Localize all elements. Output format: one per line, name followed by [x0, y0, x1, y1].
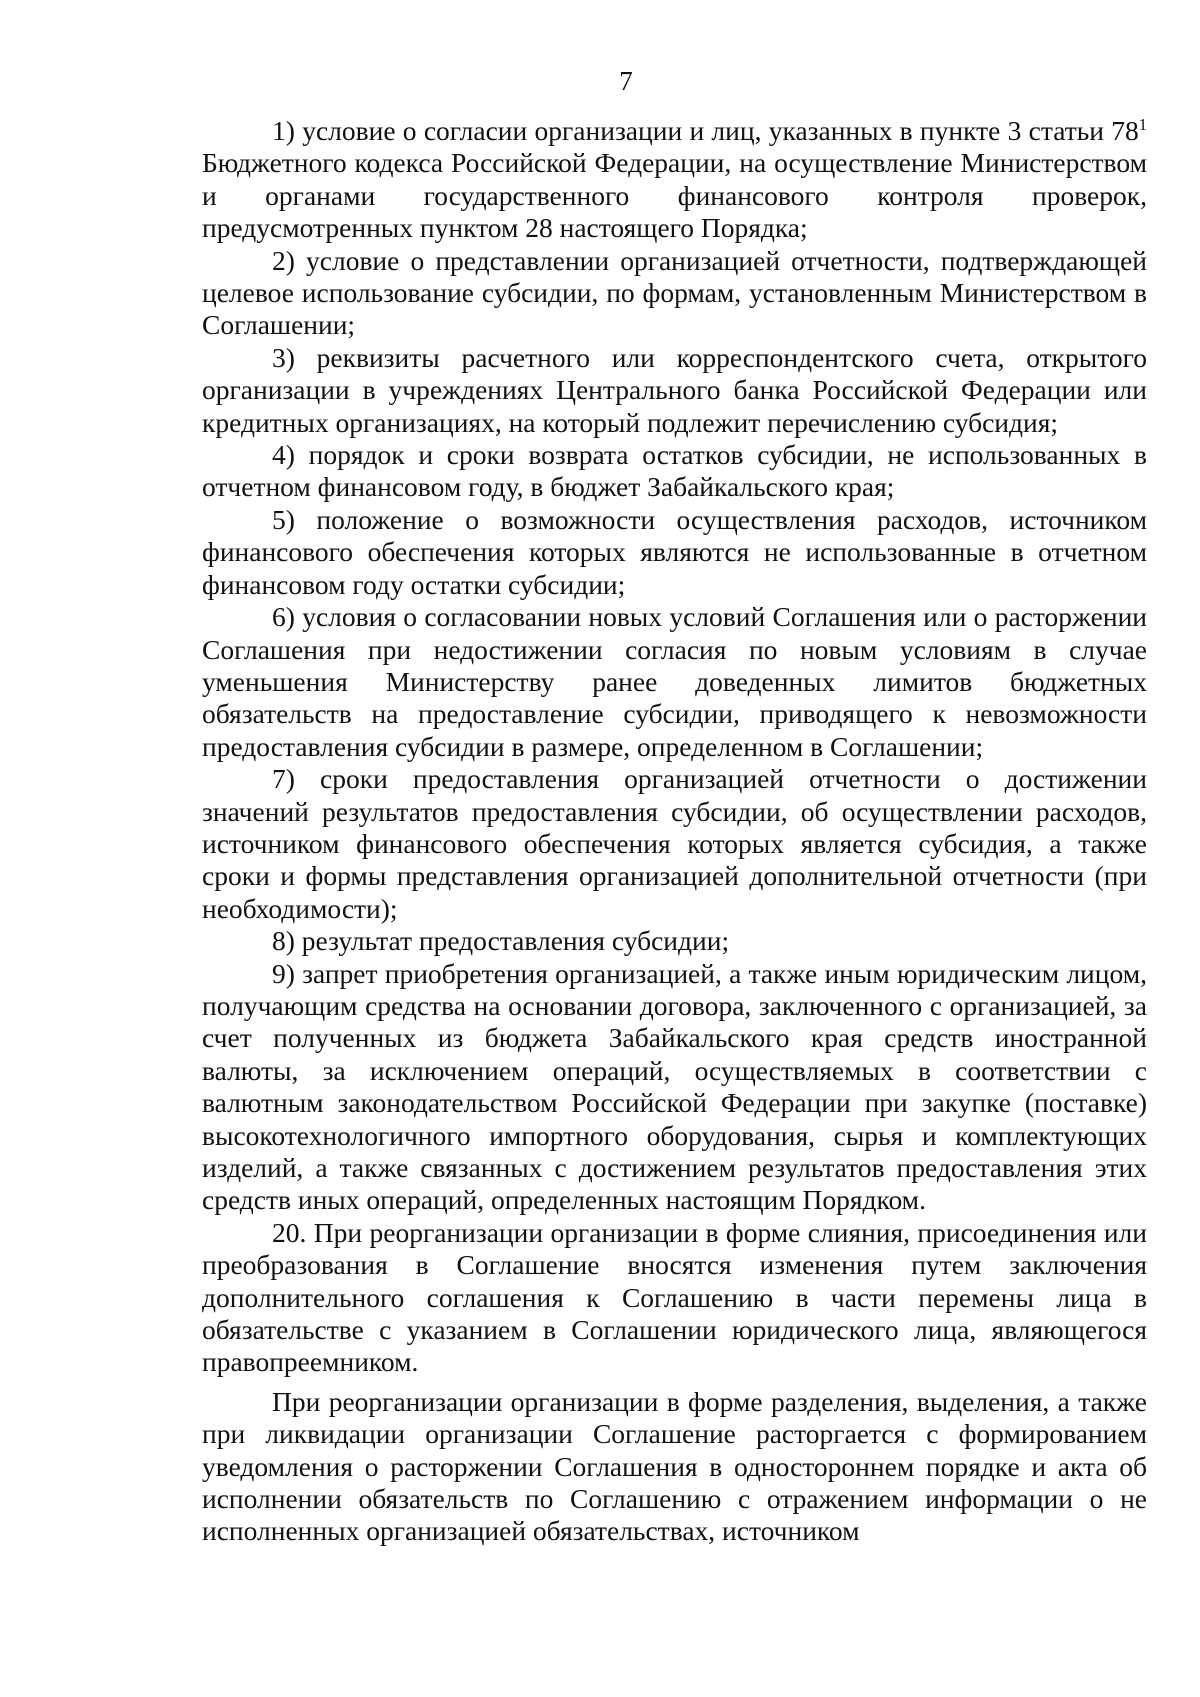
paragraph-text: 1) условие о согласии организации и лиц, указанных в пункте 3 статьи 78 — [272, 115, 1139, 146]
superscript-text: 1 — [1138, 114, 1147, 134]
paragraph-item-1 — [202, 115, 1147, 245]
paragraph-item-5: 5) положение о возможности осуществления расходов, источником финансового обеспечения которых являются не использованные в отчетном финансовом году остатки субсидии; — [202, 503, 1147, 600]
paragraph-item-4: 4) порядок и сроки возврата остатков субсидии, не использованных в отчетном финансовом году, в бюджет Забайкальского края; — [202, 439, 1147, 503]
paragraph-section-20: 20. При реорганизации организации в форме слияния, присоединения или преобразования в Соглашение вносятся изменения путем заключения дополнительного соглашения к Соглашению в части перемены лица в обязательстве с указанием в Соглашении юридического лица, являющегося правопреемником. — [202, 1216, 1147, 1378]
page-number: 7 — [619, 66, 633, 96]
paragraph-item-3: 3) реквизиты расчетного или корреспондентского счета, открытого организации в учреждениях Центрального банка Российской Федерации или кредитных организациях, на который подлежит перечислению субсидия; — [202, 341, 1147, 438]
document-body — [202, 115, 1147, 1548]
paragraph-text-continued: Бюджетного кодекса Российской Федерации, на осуществление Министерством и органами государственного финансового контроля проверок, предусмотренных пунктом 28 настоящего Порядка; — [202, 147, 1147, 244]
paragraph-section-20-continued: При реорганизации организации в форме разделения, выделения, а также при ликвидации организации Соглашение расторгается с формированием уведомления о расторжении Соглашения в одностороннем порядке и акта об исполнении обязательств по Соглашению с отражением информации о не исполненных организацией обязательствах, источником — [202, 1385, 1147, 1547]
paragraph-item-2: 2) условие о представлении организацией отчетности, подтверждающей целевое использование субсидии, по формам, установленным Министерством в Соглашении; — [202, 244, 1147, 341]
paragraph-item-8: 8) результат предоставления субсидии; — [272, 925, 730, 957]
paragraph-item-6: 6) условия о согласовании новых условий Соглашения или о расторжении Соглашения при недостижении согласия по новым условиям в случае уменьшения Министерству ранее доведенных лимитов бюджетных обязательств на предоставление субсидии, приводящего к невозможности предоставления субсидии в размере, определенном в Соглашении; — [202, 601, 1147, 762]
paragraph-item-9: 9) запрет приобретения организацией, а также иным юридическим лицом, получающим средства на основании договора, заключенного с организацией, за счет полученных из бюджета Забайкальского края средств иностранной валюты, за исключением операций, осуществляемых в соответствии с валютным законодательством Российской Федерации при закупке (поставке) высокотехнологичного импортного оборудования, сырья и комплектующих изделий, а также связанных с достижением результатов предоставления этих средств иных операций, определенных настоящим Порядком. — [202, 957, 1147, 1216]
paragraph-item-7: 7) сроки предоставления организацией отчетности о достижении значений результатов предоставления субсидии, об осуществлении расходов, источником финансового обеспечения которых является субсидия, а также сроки и формы представления организацией дополнительной отчетности (при необходимости); — [202, 763, 1147, 924]
